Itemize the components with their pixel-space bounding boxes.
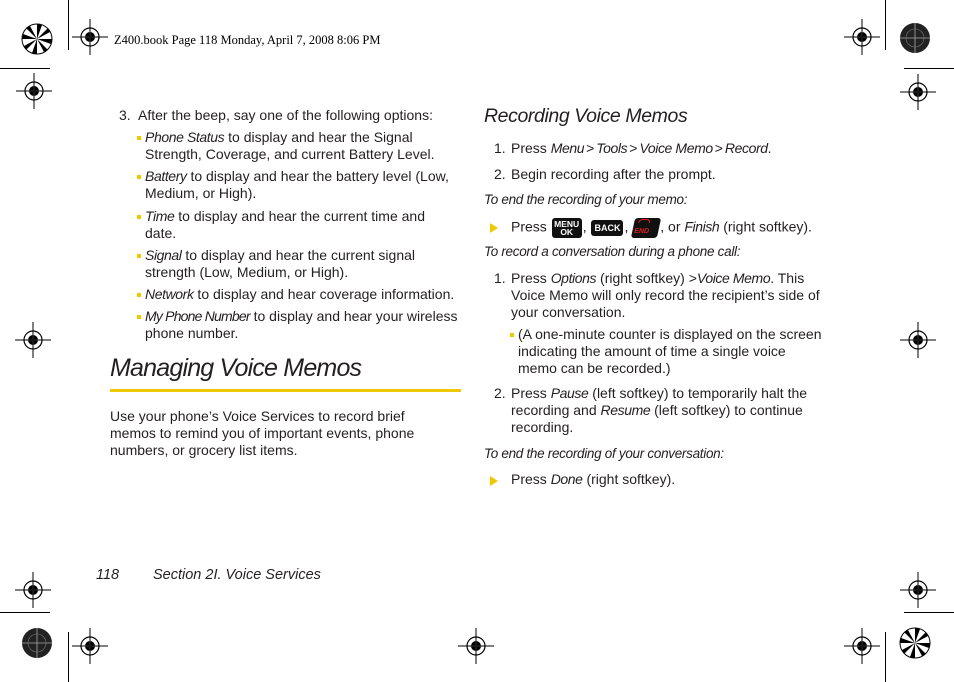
intro-line: memos to remind you of important events, phone [110, 425, 415, 441]
option-term: Network [145, 286, 194, 302]
list-item-line [145, 168, 449, 185]
option-desc: date. [145, 225, 177, 241]
option-desc: to display and hear the current time and [174, 208, 425, 224]
step-text [511, 402, 803, 419]
list-item-line [145, 286, 454, 303]
option-term: Signal [145, 247, 182, 263]
option-desc: Strength, Coverage, and current Battery Level. [145, 146, 435, 162]
bullet-icon [137, 254, 141, 258]
menu-path-item: Voice Memo [639, 140, 713, 156]
list-item-line [145, 308, 458, 325]
connector: , or [660, 218, 685, 235]
menu-path-item: Menu [550, 140, 585, 156]
softkey-note: (left softkey) to continue [650, 402, 803, 418]
end-key-icon [631, 218, 661, 238]
option-term: My Phone Number [145, 308, 250, 324]
menu-path-item: Record [724, 140, 768, 156]
option-desc: to display and hear coverage information. [193, 286, 455, 302]
option-desc: to display and hear the Signal [224, 129, 413, 145]
softkey-note: (left softkey) to temporarily halt the [588, 385, 808, 401]
option-desc: to display and hear the current signal [181, 247, 416, 263]
step-number: 2. [494, 166, 506, 182]
punctuation: , [582, 218, 587, 235]
menu-ok-key-icon [552, 218, 582, 238]
key-label: OK [560, 227, 574, 237]
bullet-icon [510, 333, 514, 337]
section-heading: Managing Voice Memos [110, 354, 362, 382]
softkey-note: (right softkey). [582, 471, 676, 487]
step-number: 1. [494, 270, 506, 286]
list-item-line [145, 208, 425, 225]
step-number: 1. [494, 140, 506, 156]
list-item-line [145, 247, 415, 264]
bullet-icon [137, 175, 141, 179]
print-header: Z400.book Page 118 Monday, April 7, 2008 8:06 PM [114, 33, 381, 47]
softkey-note: (right softkey). [719, 218, 812, 235]
section-title: Section 2I. Voice Services [153, 567, 321, 583]
option-desc: strength (Low, Medium, or High). [145, 264, 349, 280]
step-text [511, 140, 772, 157]
option-desc: to display and hear your wireless [249, 308, 458, 324]
punctuation: . [767, 140, 772, 156]
softkey-name: Options [550, 270, 597, 286]
press-label: Press [511, 385, 551, 401]
step-text: After the beep, say one of the following options: [138, 107, 433, 123]
option-term: Time [145, 208, 175, 224]
option-desc: phone number. [145, 325, 239, 341]
softkey-name: Finish [684, 218, 720, 235]
step-number: 2. [494, 385, 506, 401]
press-label: Press [511, 218, 551, 235]
step-text: Begin recording after the prompt. [511, 166, 716, 182]
path-separator: > [688, 270, 697, 286]
arrow-bullet-icon [490, 476, 498, 486]
softkey-name: Done [550, 471, 583, 487]
path-separator: > [586, 140, 595, 156]
step-text: recording. [511, 419, 574, 435]
key-label: END [633, 228, 651, 235]
softkey-name: Resume [600, 402, 651, 418]
intro-line: numbers, or grocery list items. [110, 442, 298, 458]
list-item-line [145, 129, 413, 146]
bullet-icon [137, 293, 141, 297]
page-number: 118 [96, 567, 120, 583]
softkey-note: (right softkey) [596, 270, 689, 286]
bullet-icon [137, 315, 141, 319]
intro-line: Use your phone’s Voice Services to record brief [110, 408, 405, 424]
step-text-tail: . This [770, 270, 805, 286]
step-text [511, 385, 807, 402]
key-label: BACK [594, 223, 621, 233]
step-number: 3. [119, 107, 131, 123]
step-text: your conversation. [511, 304, 626, 320]
menu-path-item: Tools [596, 140, 628, 156]
subsection-heading: Recording Voice Memos [484, 105, 688, 127]
note-line: (A one-minute counter is displayed on the screen [518, 326, 822, 342]
option-term: Battery [145, 168, 187, 184]
press-label: Press [511, 270, 551, 286]
path-separator: > [629, 140, 638, 156]
instruction-subheading: To end the recording of your conversation: [484, 446, 724, 461]
option-term: Phone Status [145, 129, 225, 145]
key-label: MENU [554, 219, 580, 229]
step-text [511, 471, 675, 488]
instruction-subheading: To end the recording of your memo: [484, 192, 688, 207]
softkey-name: Pause [550, 385, 589, 401]
bullet-icon [137, 215, 141, 219]
instruction-subheading: To record a conversation during a phone call: [484, 244, 741, 259]
note-line: indicating the amount of time a single voice [518, 343, 786, 359]
note-line: memo can be recorded.) [518, 360, 671, 376]
press-label: Press [511, 471, 551, 487]
bullet-icon [137, 136, 141, 140]
step-text-head: recording and [511, 402, 601, 418]
option-desc: to display and hear the battery level (Low, [186, 168, 449, 184]
step-text [511, 270, 804, 287]
phone-icon [638, 219, 651, 223]
step-text [511, 218, 812, 238]
back-key-icon [591, 220, 623, 236]
press-label: Press [511, 140, 551, 156]
step-text: Voice Memo will only record the recipient’s side of [511, 287, 820, 303]
heading-rule [110, 389, 461, 392]
path-separator: > [714, 140, 723, 156]
arrow-bullet-icon [490, 223, 498, 233]
punctuation: , [624, 218, 629, 235]
option-desc: Medium, or High). [145, 185, 257, 201]
menu-path-item: Voice Memo [696, 270, 771, 286]
